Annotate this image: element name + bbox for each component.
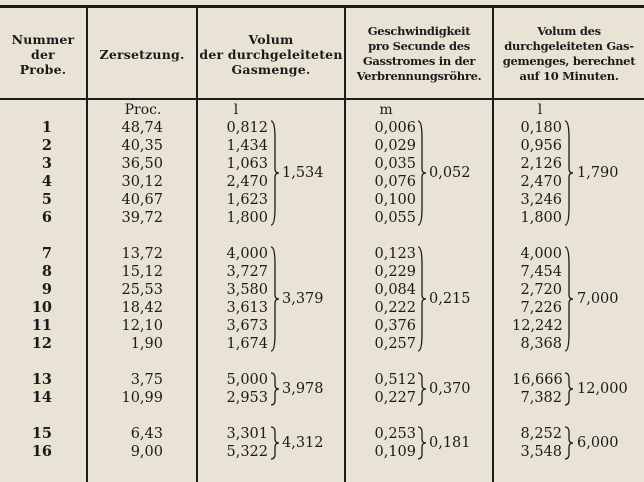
cell-volum: 1,800 bbox=[226, 210, 268, 226]
group-mean-volum10: 1,790 bbox=[577, 165, 619, 181]
row-number: 5 bbox=[41, 191, 52, 208]
group-mean-geschwindigkeit: 0,052 bbox=[429, 165, 471, 181]
group-brace bbox=[270, 246, 280, 352]
unit-volum10: l bbox=[537, 102, 543, 118]
unit-geschwindigkeit: m bbox=[379, 102, 393, 118]
top-rule bbox=[0, 5, 644, 8]
cell-volum: 3,673 bbox=[226, 318, 268, 334]
group-brace bbox=[270, 120, 280, 226]
row-number: 2 bbox=[41, 137, 52, 154]
row-number: 9 bbox=[41, 281, 52, 298]
header-rule bbox=[0, 98, 644, 100]
row-number: 15 bbox=[31, 425, 52, 442]
group-brace bbox=[270, 426, 280, 460]
group-mean-geschwindigkeit: 0,181 bbox=[429, 435, 471, 451]
header-geschwindigkeit bbox=[346, 12, 492, 96]
group-mean-volum10: 12,000 bbox=[577, 381, 628, 397]
row-number: 8 bbox=[41, 263, 52, 280]
cell-zersetzung: 15,12 bbox=[121, 264, 163, 280]
cell-volum10: 12,242 bbox=[512, 318, 563, 334]
cell-geschwindigkeit: 0,257 bbox=[374, 336, 416, 352]
row-number: 10 bbox=[31, 299, 52, 316]
row-number: 3 bbox=[41, 155, 52, 172]
cell-zersetzung: 12,10 bbox=[121, 318, 163, 334]
header-geschwindigkeit-text: Geschwindigkeit pro Secunde des Gasstromes in der Verbrennungsröhre. bbox=[356, 24, 482, 83]
header-probe-text: Nummer der Probe. bbox=[11, 31, 75, 77]
cell-volum: 5,322 bbox=[226, 444, 268, 460]
cell-geschwindigkeit: 0,100 bbox=[374, 192, 416, 208]
header-volum-text: Volum der durchgeleiteten Gasmenge. bbox=[199, 31, 343, 77]
group-brace bbox=[564, 246, 574, 352]
cell-geschwindigkeit: 0,227 bbox=[374, 390, 416, 406]
cell-geschwindigkeit: 0,029 bbox=[374, 138, 416, 154]
row-number: 11 bbox=[31, 317, 52, 334]
cell-zersetzung: 6,43 bbox=[130, 426, 163, 442]
header-volum bbox=[198, 12, 344, 96]
cell-zersetzung: 48,74 bbox=[121, 120, 163, 136]
cell-geschwindigkeit: 0,055 bbox=[374, 210, 416, 226]
cell-volum: 3,613 bbox=[226, 300, 268, 316]
header-zersetzung bbox=[88, 12, 196, 96]
cell-volum: 3,301 bbox=[226, 426, 268, 442]
cell-geschwindigkeit: 0,076 bbox=[374, 174, 416, 190]
cell-zersetzung: 1,90 bbox=[130, 336, 163, 352]
cell-geschwindigkeit: 0,229 bbox=[374, 264, 416, 280]
group-brace bbox=[417, 246, 427, 352]
cell-geschwindigkeit: 0,376 bbox=[374, 318, 416, 334]
row-number: 4 bbox=[41, 173, 52, 190]
group-mean-geschwindigkeit: 0,370 bbox=[429, 381, 471, 397]
group-brace bbox=[564, 120, 574, 226]
cell-volum: 3,727 bbox=[226, 264, 268, 280]
cell-zersetzung: 40,67 bbox=[121, 192, 163, 208]
cell-volum10: 7,382 bbox=[520, 390, 562, 406]
group-mean-volum: 3,978 bbox=[282, 381, 324, 397]
cell-zersetzung: 3,75 bbox=[130, 372, 163, 388]
cell-zersetzung: 40,35 bbox=[121, 138, 163, 154]
group-brace bbox=[564, 372, 574, 406]
cell-geschwindigkeit: 0,006 bbox=[374, 120, 416, 136]
group-mean-volum10: 7,000 bbox=[577, 291, 619, 307]
group-mean-geschwindigkeit: 0,215 bbox=[429, 291, 471, 307]
cell-zersetzung: 39,72 bbox=[121, 210, 163, 226]
group-mean-volum: 1,534 bbox=[282, 165, 324, 181]
cell-volum: 1,063 bbox=[226, 156, 268, 172]
cell-volum10: 2,470 bbox=[520, 174, 562, 190]
group-mean-volum: 4,312 bbox=[282, 435, 324, 451]
group-brace bbox=[417, 426, 427, 460]
group-mean-volum: 3,379 bbox=[282, 291, 324, 307]
header-volum10-text: Volum des durchgeleiteten Gas- gemenges, berechnet auf 10 Minuten. bbox=[502, 24, 636, 83]
cell-volum: 1,434 bbox=[226, 138, 268, 154]
cell-geschwindigkeit: 0,109 bbox=[374, 444, 416, 460]
cell-volum10: 7,226 bbox=[520, 300, 562, 316]
row-number: 12 bbox=[31, 335, 52, 352]
cell-volum10: 7,454 bbox=[520, 264, 562, 280]
cell-zersetzung: 36,50 bbox=[121, 156, 163, 172]
cell-geschwindigkeit: 0,512 bbox=[374, 372, 416, 388]
cell-volum10: 3,548 bbox=[520, 444, 562, 460]
cell-geschwindigkeit: 0,123 bbox=[374, 246, 416, 262]
cell-zersetzung: 9,00 bbox=[130, 444, 163, 460]
cell-volum10: 16,666 bbox=[512, 372, 563, 388]
group-brace bbox=[417, 120, 427, 226]
cell-volum10: 8,368 bbox=[520, 336, 562, 352]
cell-zersetzung: 18,42 bbox=[121, 300, 163, 316]
cell-volum: 4,000 bbox=[226, 246, 268, 262]
row-number: 14 bbox=[31, 389, 52, 406]
cell-zersetzung: 30,12 bbox=[121, 174, 163, 190]
cell-zersetzung: 10,99 bbox=[121, 390, 163, 406]
cell-volum: 0,812 bbox=[226, 120, 268, 136]
unit-volum: l bbox=[233, 102, 239, 118]
cell-volum: 1,623 bbox=[226, 192, 268, 208]
row-number: 13 bbox=[31, 371, 52, 388]
row-number: 16 bbox=[31, 443, 52, 460]
row-number: 7 bbox=[41, 245, 52, 262]
cell-volum: 1,674 bbox=[226, 336, 268, 352]
cell-zersetzung: 25,53 bbox=[121, 282, 163, 298]
cell-geschwindigkeit: 0,084 bbox=[374, 282, 416, 298]
group-mean-volum10: 6,000 bbox=[577, 435, 619, 451]
cell-volum: 2,470 bbox=[226, 174, 268, 190]
cell-volum10: 4,000 bbox=[520, 246, 562, 262]
cell-volum: 3,580 bbox=[226, 282, 268, 298]
row-number: 1 bbox=[41, 119, 52, 136]
group-brace bbox=[270, 372, 280, 406]
cell-zersetzung: 13,72 bbox=[121, 246, 163, 262]
cell-volum10: 3,246 bbox=[520, 192, 562, 208]
header-probe bbox=[0, 12, 86, 96]
group-brace bbox=[564, 426, 574, 460]
cell-geschwindigkeit: 0,253 bbox=[374, 426, 416, 442]
header-zersetzung-text: Zersetzung. bbox=[99, 46, 185, 62]
cell-geschwindigkeit: 0,222 bbox=[374, 300, 416, 316]
cell-volum10: 0,956 bbox=[520, 138, 562, 154]
header-volum10 bbox=[494, 12, 644, 96]
cell-geschwindigkeit: 0,035 bbox=[374, 156, 416, 172]
row-number: 6 bbox=[41, 209, 52, 226]
group-brace bbox=[417, 372, 427, 406]
cell-volum10: 8,252 bbox=[520, 426, 562, 442]
unit-zersetzung: Proc. bbox=[124, 102, 162, 118]
cell-volum10: 2,720 bbox=[520, 282, 562, 298]
cell-volum10: 0,180 bbox=[520, 120, 562, 136]
cell-volum: 2,953 bbox=[226, 390, 268, 406]
cell-volum: 5,000 bbox=[226, 372, 268, 388]
cell-volum10: 1,800 bbox=[520, 210, 562, 226]
cell-volum10: 2,126 bbox=[520, 156, 562, 172]
